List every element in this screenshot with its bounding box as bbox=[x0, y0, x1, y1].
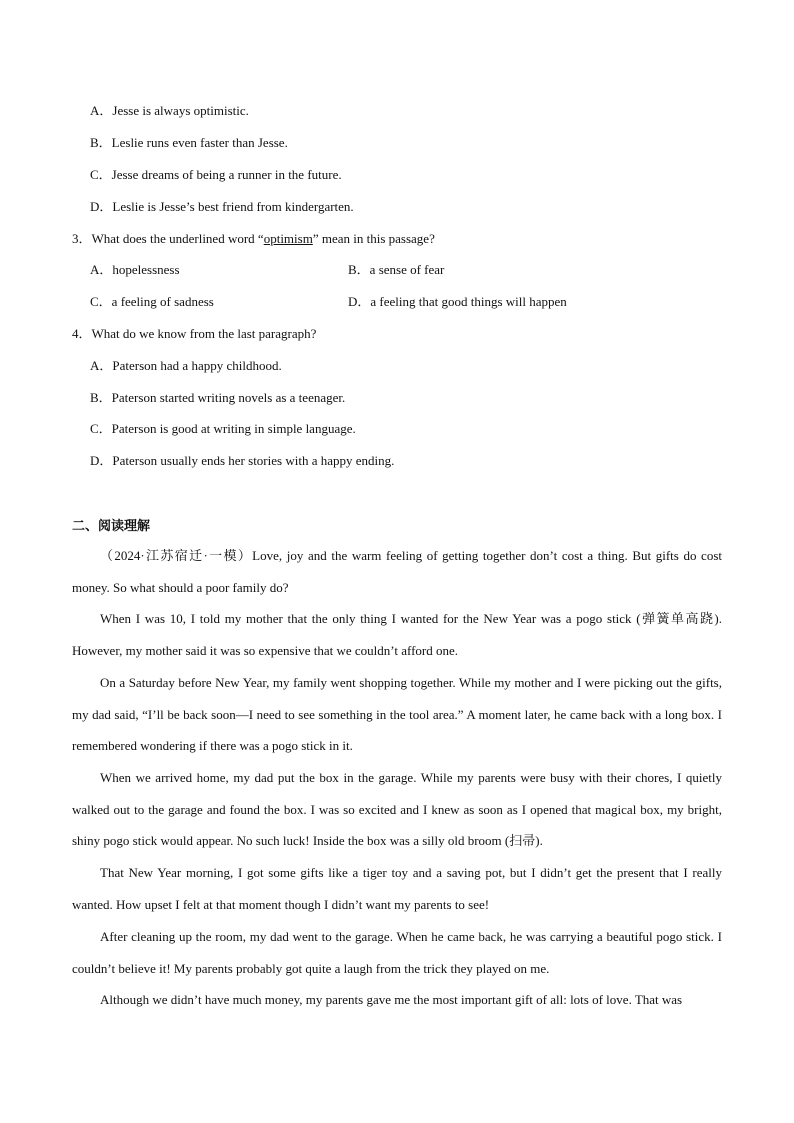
q4-option-d: D．Paterson usually ends her stories with a happy ending. bbox=[90, 453, 395, 468]
q4-option-a: A．Paterson had a happy childhood. bbox=[90, 358, 282, 373]
q2-option-b: B．Leslie runs even faster than Jesse. bbox=[90, 135, 288, 150]
q2-option-d: D．Leslie is Jesse’s best friend from kindergarten. bbox=[90, 199, 354, 214]
passage-paragraph-3: On a Saturday before New Year, my family went shopping together. While my mother and I were picking out the gifts, my dad said, “I’ll be back soon—I need to see something in the tool area.” A moment later, he came back with a long box. I remembered wondering if there was a pogo stick in it. bbox=[72, 675, 722, 753]
q2-option-c: C．Jesse dreams of being a runner in the future. bbox=[90, 167, 342, 182]
section-title: 二、阅读理解 bbox=[72, 519, 151, 534]
q2-option-a: A．Jesse is always optimistic. bbox=[90, 103, 249, 118]
q3-underlined-word: optimism bbox=[263, 231, 313, 246]
q3-option-c: C．a feeling of sadness bbox=[90, 294, 214, 309]
q4-option-b: B．Paterson started writing novels as a teenager. bbox=[90, 390, 346, 405]
q3-stem-suffix: ” mean in this passage? bbox=[312, 231, 435, 246]
passage-paragraph-6: After cleaning up the room, my dad went to the garage. When he came back, he was carrying a beautiful pogo stick. I couldn’t believe it! My parents probably got quite a laugh from the trick they played on me. bbox=[72, 929, 722, 976]
passage-paragraph-1: （2024·江苏宿迁·一模）Love, joy and the warm feeling of getting together don’t cost a thing. But gifts do cost money. So what should a poor family do? bbox=[72, 548, 722, 595]
q4-option-c: C．Paterson is good at writing in simple language. bbox=[90, 421, 356, 436]
passage-paragraph-5: That New Year morning, I got some gifts like a tiger toy and a saving pot, but I didn’t get the present that I really wanted. How upset I felt at that moment though I didn’t want my parents to see! bbox=[72, 865, 722, 912]
passage-paragraph-2: When I was 10, I told my mother that the only thing I wanted for the New Year was a pogo stick (弹簧单高跷). However, my mother said it was so expensive that we couldn’t afford one. bbox=[72, 611, 722, 658]
q4-stem: 4．What do we know from the last paragraph? bbox=[72, 326, 317, 341]
q3-option-a: A．hopelessness bbox=[90, 262, 180, 277]
q3-stem bbox=[72, 231, 435, 247]
q3-stem-prefix: 3．What does the underlined word “ bbox=[72, 231, 264, 246]
passage-paragraph-7: Although we didn’t have much money, my parents gave me the most important gift of all: lots of love. That was bbox=[100, 992, 683, 1007]
passage-paragraph-4: When we arrived home, my dad put the box in the garage. While my parents were busy with their chores, I quietly walked out to the garage and found the box. I was so excited and I knew as soon as I opened that magical box, my bright, shiny pogo stick would appear. No such luck! Inside the box was a silly old broom (扫帚). bbox=[72, 770, 722, 848]
q3-option-b: B．a sense of fear bbox=[348, 262, 445, 277]
q3-option-d: D．a feeling that good things will happen bbox=[348, 294, 567, 309]
